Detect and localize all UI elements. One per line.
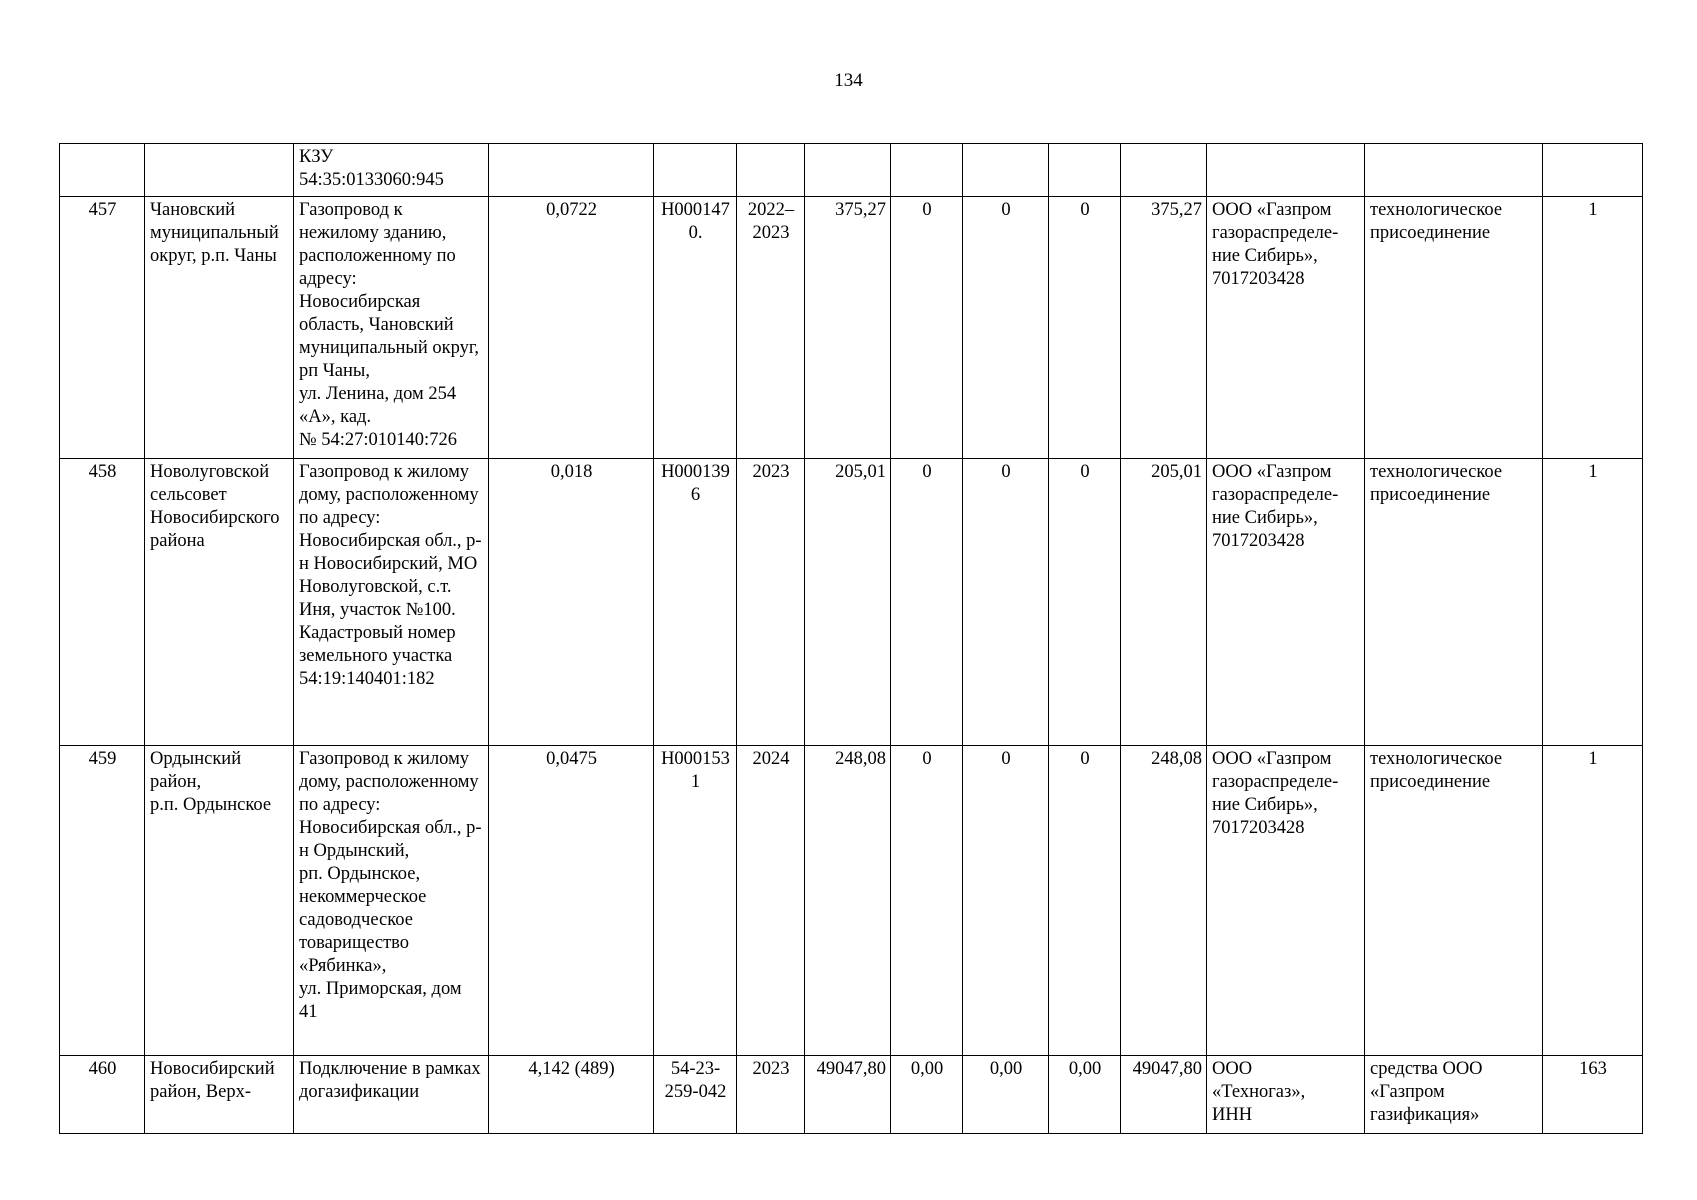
cost-col3-cell: 0 — [1049, 197, 1121, 459]
funding-source-cell: технологическое присоединение — [1365, 746, 1543, 1056]
code-cell: Н000153 1 — [654, 746, 737, 1056]
municipality-cell: Ордынский район, р.п. Ордынское — [145, 746, 294, 1056]
cost-col2-cell: 0 — [963, 197, 1049, 459]
cost-col2-cell: 0,00 — [963, 1056, 1049, 1134]
total-cost-cell: 49047,80 — [805, 1056, 891, 1134]
funding-source-cell — [1365, 144, 1543, 197]
row-number: 457 — [60, 197, 145, 459]
municipality-cell: Чановский муниципальный округ, р.п. Чаны — [145, 197, 294, 459]
cost-col4-cell — [1121, 144, 1207, 197]
table-row — [60, 1056, 1643, 1134]
total-cost-cell: 248,08 — [805, 746, 891, 1056]
length-cell: 4,142 (489) — [489, 1056, 654, 1134]
object-cell: Газопровод к нежилому зданию, расположенному по адресу: Новосибирская область, Чановский муниципальный округ, рп Чаны, ул. Ленина, дом 254 «А», кад. № 54:27:010140:726 — [294, 197, 489, 459]
cost-col2-cell: 0 — [963, 459, 1049, 746]
organization-cell: ООО «Газпром газораспределе-ние Сибирь», 7017203428 — [1207, 746, 1365, 1056]
count-cell: 163 — [1543, 1056, 1643, 1134]
cost-col1-cell — [891, 144, 963, 197]
years-cell: 2022– 2023 — [737, 197, 805, 459]
length-cell: 0,0722 — [489, 197, 654, 459]
cost-col3-cell — [1049, 144, 1121, 197]
organization-cell: ООО «Газпром газораспределе-ние Сибирь», 7017203428 — [1207, 197, 1365, 459]
count-cell: 1 — [1543, 197, 1643, 459]
cost-col2-cell: 0 — [963, 746, 1049, 1056]
municipality-cell: Новосибирский район, Верх- — [145, 1056, 294, 1134]
total-cost-cell: 375,27 — [805, 197, 891, 459]
count-cell — [1543, 144, 1643, 197]
code-cell: Н000139 6 — [654, 459, 737, 746]
cost-col4-cell: 248,08 — [1121, 746, 1207, 1056]
page-number: 134 — [834, 70, 863, 91]
table-row — [60, 197, 1643, 459]
years-cell: 2023 — [737, 1056, 805, 1134]
funding-source-cell: технологическое присоединение — [1365, 459, 1543, 746]
object-cell: Газопровод к жилому дому, расположенному по адресу: Новосибирская обл., р-н Ордынский, рп. Ордынское, некоммерческое садоводческое товарищество «Рябинка», ул. Приморская, дом 41 — [294, 746, 489, 1056]
cost-col3-cell: 0 — [1049, 746, 1121, 1056]
cost-col4-cell: 375,27 — [1121, 197, 1207, 459]
funding-source-cell: технологическое присоединение — [1365, 197, 1543, 459]
table-row — [60, 459, 1643, 746]
row-number — [60, 144, 145, 197]
municipality-cell: Новолуговской сельсовет Новосибирского района — [145, 459, 294, 746]
code-cell — [654, 144, 737, 197]
cost-col1-cell: 0 — [891, 459, 963, 746]
cost-col1-cell: 0,00 — [891, 1056, 963, 1134]
object-cell: КЗУ 54:35:0133060:945 — [294, 144, 489, 197]
cost-col1-cell: 0 — [891, 746, 963, 1056]
length-cell: 0,018 — [489, 459, 654, 746]
length-cell — [489, 144, 654, 197]
code-cell: Н000147 0. — [654, 197, 737, 459]
years-cell: 2023 — [737, 459, 805, 746]
years-cell — [737, 144, 805, 197]
cost-col2-cell — [963, 144, 1049, 197]
funding-source-cell: средства ООО «Газпром газификация» — [1365, 1056, 1543, 1134]
object-cell: Газопровод к жилому дому, расположенному по адресу: Новосибирская обл., р-н Новосибирский, МО Новолуговской, с.т. Иня, участок №100. Кадастровый номер земельного участка 54:19:140401:182 — [294, 459, 489, 746]
row-number: 458 — [60, 459, 145, 746]
row-number: 459 — [60, 746, 145, 1056]
row-number: 460 — [60, 1056, 145, 1134]
organization-cell: ООО «Газпром газораспределе-ние Сибирь», 7017203428 — [1207, 459, 1365, 746]
cost-col4-cell: 205,01 — [1121, 459, 1207, 746]
cost-col4-cell: 49047,80 — [1121, 1056, 1207, 1134]
code-cell: 54-23- 259-042 — [654, 1056, 737, 1134]
municipality-cell — [145, 144, 294, 197]
table-row — [60, 746, 1643, 1056]
organization-cell — [1207, 144, 1365, 197]
organization-cell: ООО «Техногаз», ИНН — [1207, 1056, 1365, 1134]
total-cost-cell — [805, 144, 891, 197]
total-cost-cell: 205,01 — [805, 459, 891, 746]
cost-col3-cell: 0,00 — [1049, 1056, 1121, 1134]
object-cell: Подключение в рамках догазификации — [294, 1056, 489, 1134]
count-cell: 1 — [1543, 746, 1643, 1056]
cost-col3-cell: 0 — [1049, 459, 1121, 746]
length-cell: 0,0475 — [489, 746, 654, 1056]
count-cell: 1 — [1543, 459, 1643, 746]
cost-col1-cell: 0 — [891, 197, 963, 459]
years-cell: 2024 — [737, 746, 805, 1056]
table-row — [60, 144, 1643, 197]
data-table — [59, 143, 1643, 1134]
